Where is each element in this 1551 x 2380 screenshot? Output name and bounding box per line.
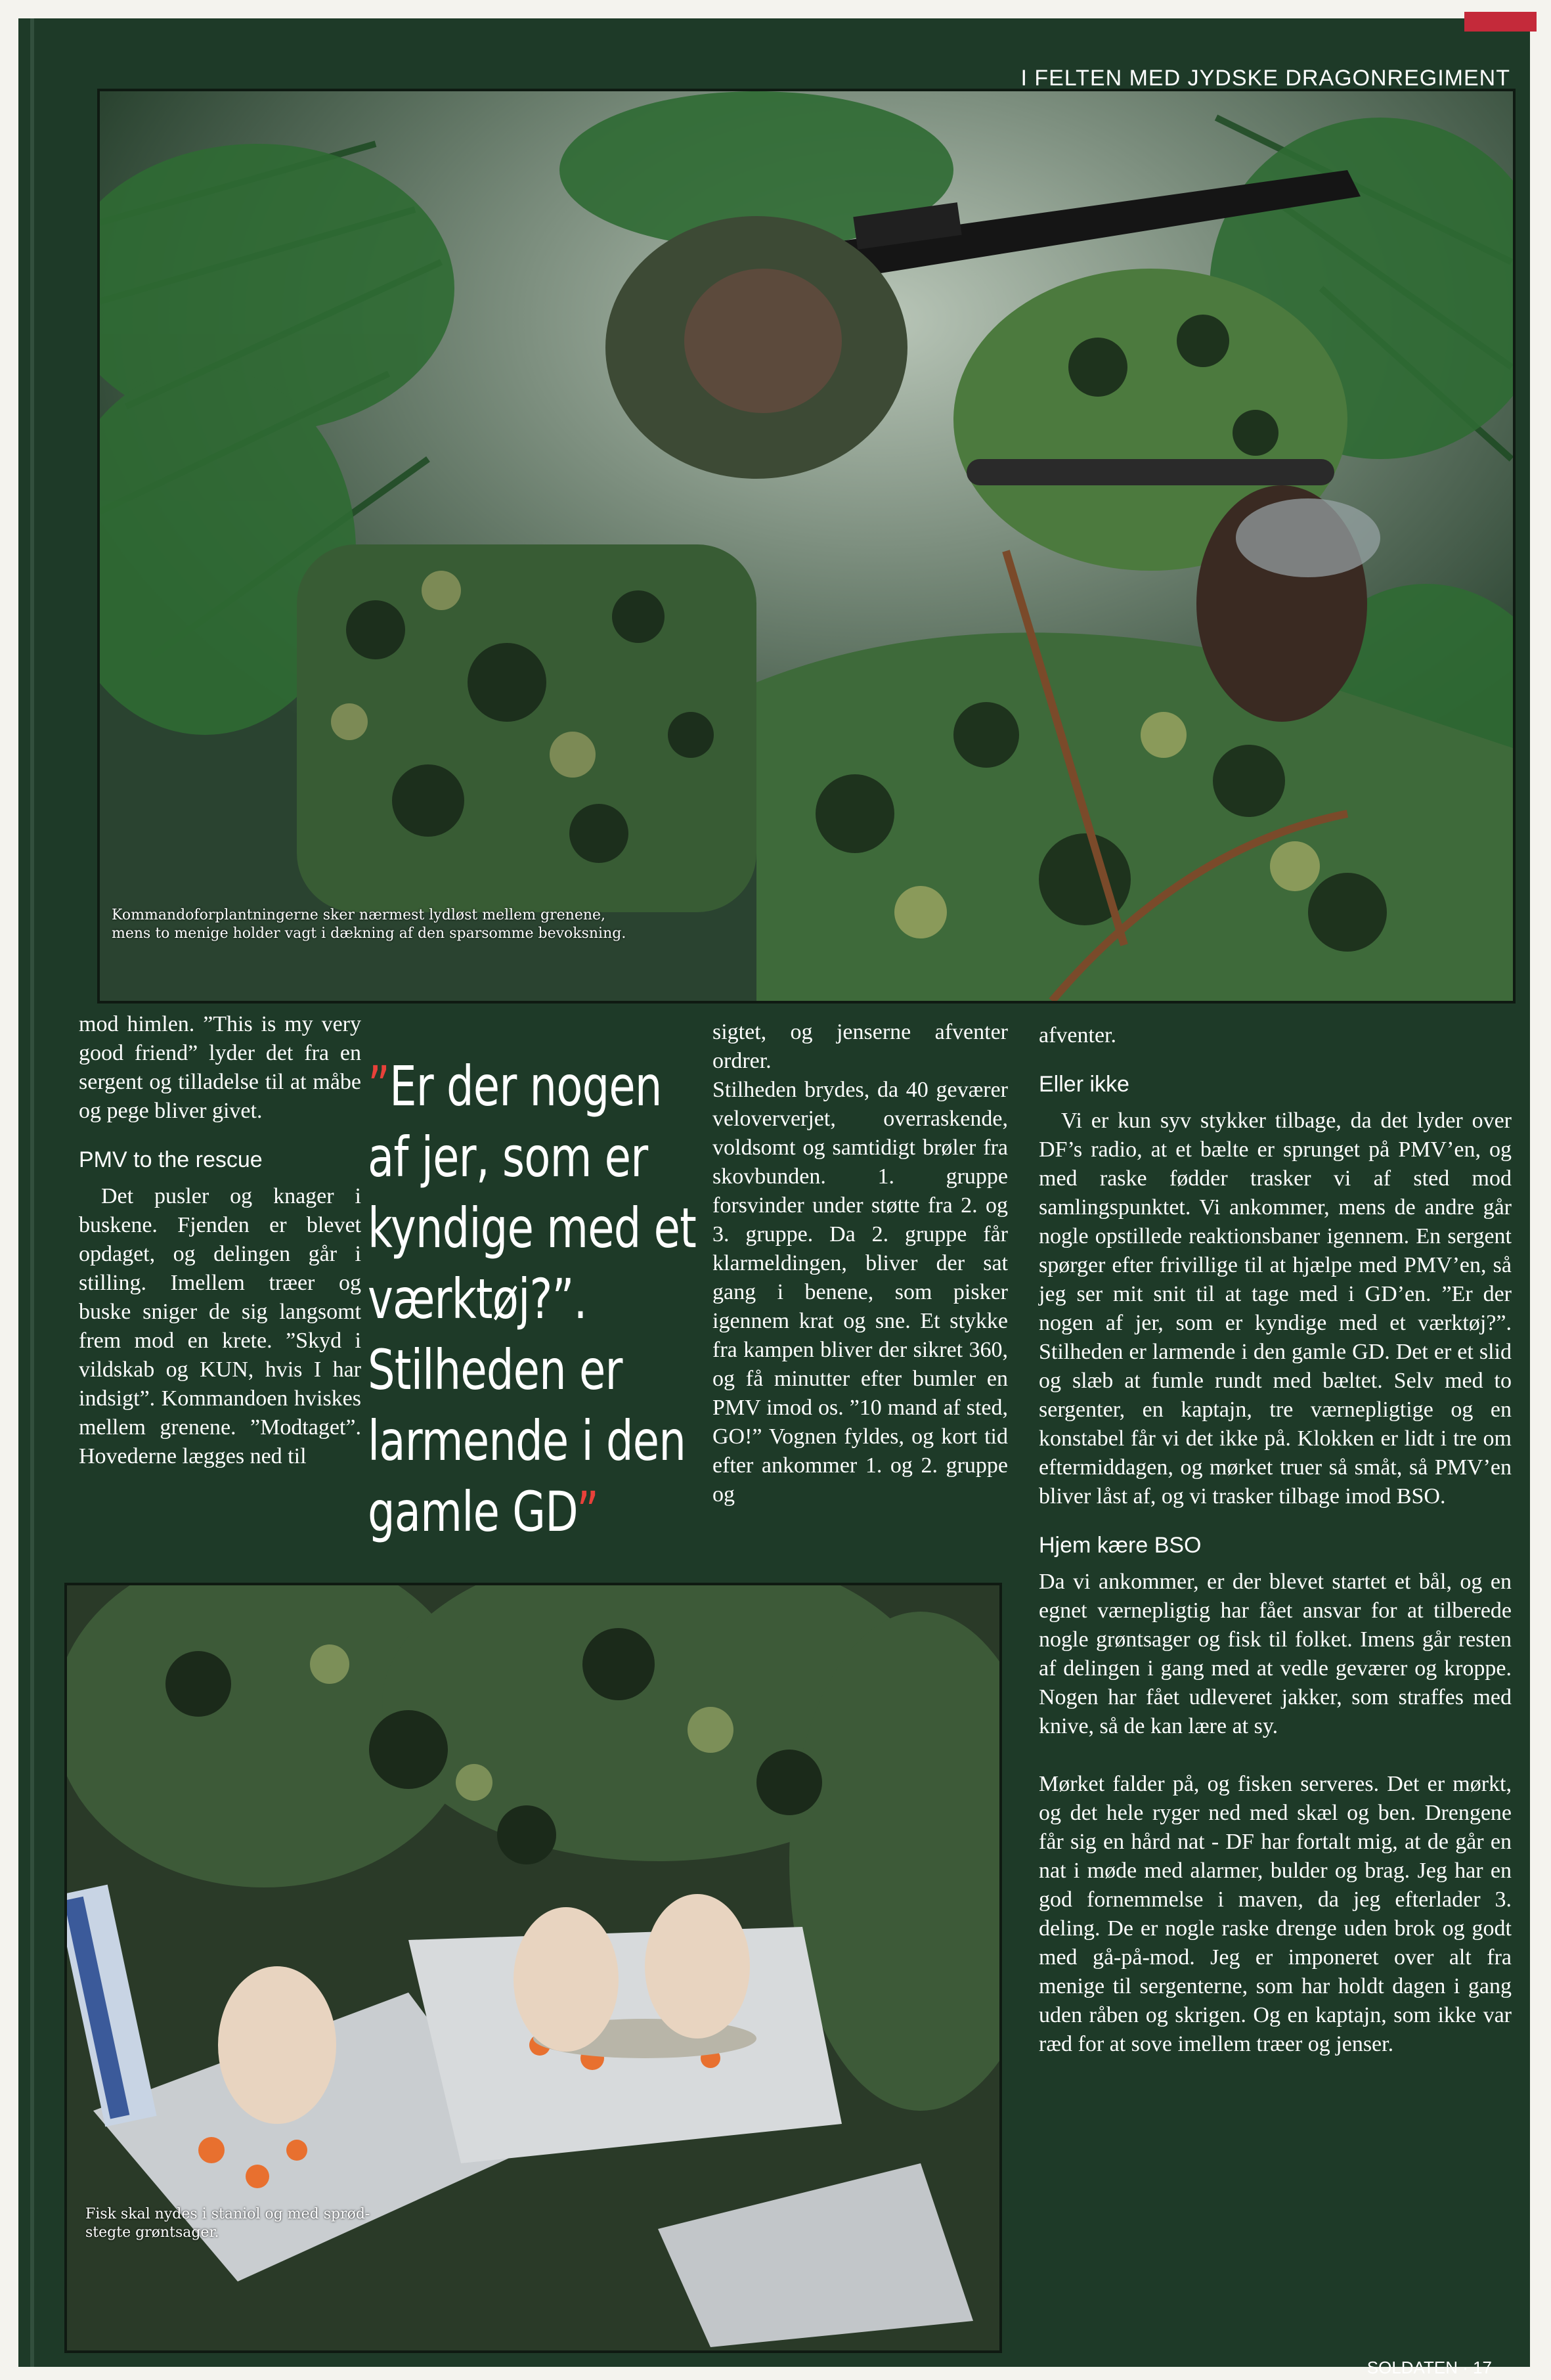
- paragraph: Vi er kun syv stykker tilbage, da det lyder over DF’s radio, at et bælte er sprunget på PMV’en, og med raske fødder trasker vi af sted mod samlingspunktet. Vi ankommer, mens de andre går nogle opstillede reaktionsbaner igennem. En sergent spørger efter frivillige til at hjælpe med PMV’en, så jeg ser mit snit til at tage med i GD’en. ”Er der nogen af jer, som er kyndige med et værktøj?”. Stilheden er larmende i den gamle GD. Det er et slid og slæb at fumle rundt med bæltet. Selv med to sergenter, en kaptajn, tre værnepligtige og en konstabel får vi det ikke på. Klokken er lidt i tre om eftermiddagen, og mørket truer så småt, så PMV’en bliver låst af, og vi trasker tilbage imod BSO.: [1039, 1109, 1512, 1509]
- article-column-1: [79, 1010, 361, 1471]
- subheading-eller-ikke: Eller ikke: [1039, 1072, 1129, 1097]
- paragraph: Mørket falder på, og fisken serveres. Det er mørkt, og det hele ryger ned med skæl og ben. Drengene får sig en hård nat - DF har fortalt mig, at de går en nat i møde med alarmer, bulder og brag. Jeg har en god fornemmelse i maven, da jeg efterlader 3. deling. De er nogle raske drenge uden brok og godt med gå-på-mod. Jeg er imponeret over alt fra menige til sergenterne, som har holdt dagen i gang uden råben og skrigen. Og en kaptajn, som ikke var ræd for at sove imellem træer og jenser.: [1039, 1772, 1512, 2056]
- red-corner-tab: [1464, 12, 1537, 32]
- page-spine: [30, 18, 34, 2367]
- quote-mark-open: ”: [368, 1054, 390, 1118]
- paragraph: Stilheden brydes, da 40 geværer veloververjet, overraskende, voldsomt og samtidigt brøler fra skovbunden. 1. gruppe forsvinder under støtte fra 2. og 3. gruppe. Da 2. gruppe får klarmeldingen, bliver der sat gang i benene, som pisker igennem krat og sne. Et stykke fra kampen bliver der sikret 360, og få minutter efter bumler en PMV imod os. ”10 mand af sted, GO!” Vognen fyldes, og kort tid efter ankommer 1. og 2. gruppe og: [712, 1078, 1008, 1507]
- paragraph: Det pusler og knager i buskene. Fjenden er blevet opdaget, og delingen går i stilling. Imellem træer og buske sniger de sig langsomt frem mod en krete. ”Skyd i vildskab og KUN, hvis I har indsigt”. Kommandoen hviskes mellem grenene. ”Modtaget”. Hovederne lægges ned til: [79, 1184, 361, 1468]
- article-column-3: [712, 1018, 1008, 1509]
- paragraph: afventer.: [1039, 1023, 1116, 1047]
- page-folio: SOLDATEN · 17: [1366, 2358, 1492, 2377]
- pull-quote-text: Er der nogen af jer, som er kyndige med et værktøj?”. Stilheden er larmende i den gamle GD: [368, 1054, 697, 1544]
- subheading-hjem-kaere-bso: Hjem kære BSO: [1039, 1533, 1202, 1558]
- section-header: I FELTEN MED JYDSKE DRAGONREGIMENT: [1020, 66, 1510, 91]
- photo-caption-bottom: [85, 2205, 427, 2242]
- paragraph: mod himlen. ”This is my very good friend” lyder det fra en sergent og tilladelse til at måbe og pege bliver givet.: [79, 1012, 361, 1123]
- caption-line: Fisk skal nydes i staniol og med sprød-: [85, 2206, 370, 2222]
- subheading-pmv-to-the-rescue: PMV to the rescue: [79, 1147, 263, 1172]
- paragraph: Da vi ankommer, er der blevet startet et bål, og en egnet værnepligtig har fået ansvar for at tilberede nogle grøntsager og fisk til folket. Imens går resten af delingen i gang med at vedle geværer og kroppe. Nogen har fået udleveret jakker, som straffes med knive, så de kan lære at sy.: [1039, 1570, 1512, 1738]
- paragraph: sigtet, og jenserne afventer ordrer.: [712, 1020, 1008, 1073]
- caption-line: mens to menige holder vagt i dækning af den sparsomme bevoksning.: [112, 925, 626, 942]
- photo-soldiers-in-forest: [97, 89, 1516, 1003]
- caption-line: stegte grøntsager.: [85, 2224, 219, 2241]
- pull-quote: [368, 1051, 706, 1547]
- article-column-4: [1039, 1021, 1512, 2059]
- photo-caption-top: [112, 906, 663, 943]
- caption-line: Kommandoforplantningerne sker nærmest lydløst mellem grenene,: [112, 907, 606, 923]
- quote-mark-close: ”: [577, 1480, 599, 1544]
